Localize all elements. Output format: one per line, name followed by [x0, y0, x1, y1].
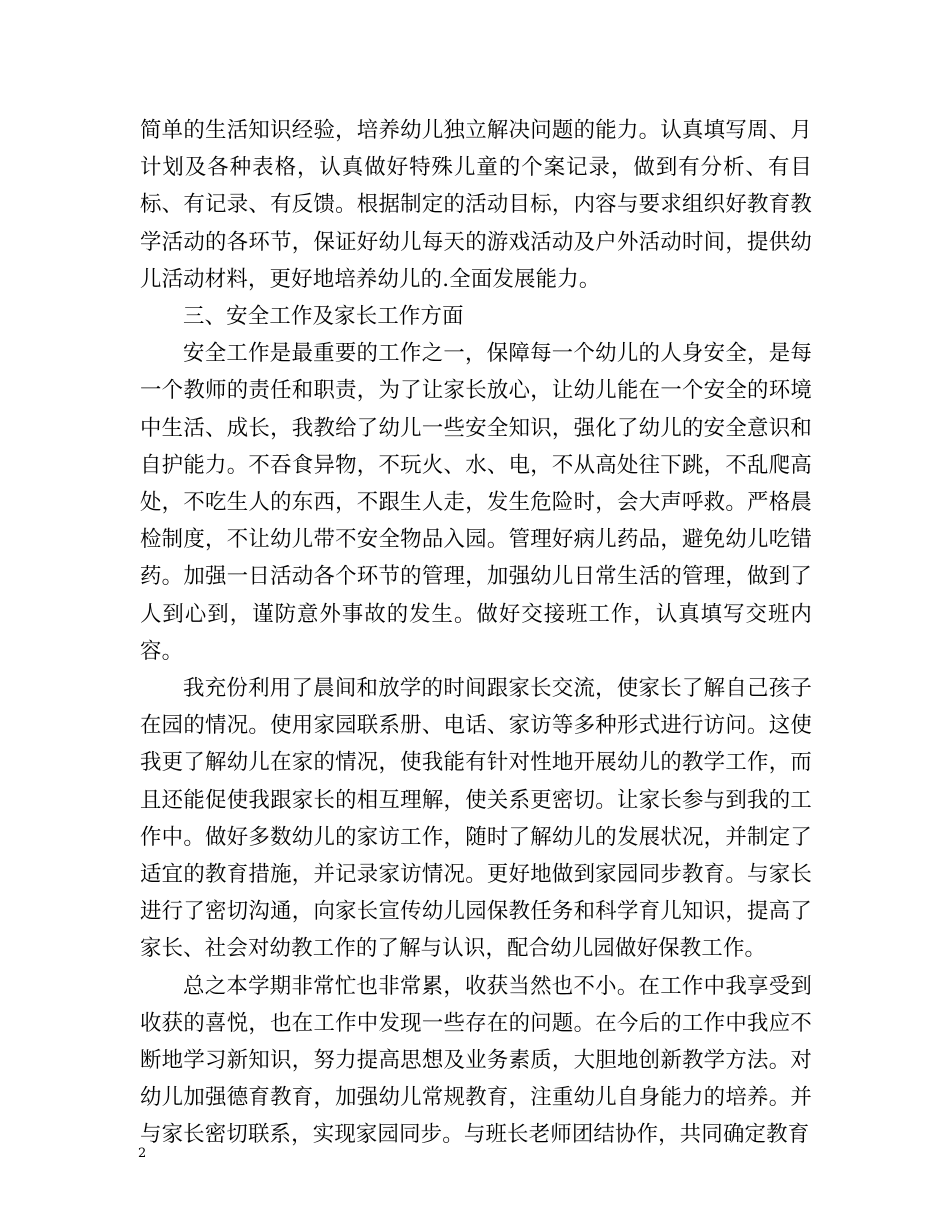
section-heading-safety-parents: 三、安全工作及家长工作方面 — [183, 304, 464, 330]
page-number: 2 — [138, 1146, 147, 1161]
paragraph-safety: 安全工作是最重要的工作之一，保障每一个幼儿的人身安全，是每一个教师的责任和职责，为了让家长放心，让幼儿能在一个安全的环境中生活、成长，我教给了幼儿一些安全知识，强化了幼儿的安全意识和自护能力。不吞食异物，不玩火、水、电，不从高处往下跳，不乱爬高处，不吃生人的东西，不跟生人走，发生危险时，会大声呼救。严格晨检制度，不让幼儿带不安全物品入园。管理好病儿药品，避免幼儿吃错药。加强一日活动各个环节的管理，加强幼儿日常生活的管理，做到了人到心到，谨防意外事故的发生。做好交接班工作，认真填写交班内容。 — [140, 341, 812, 664]
paragraph-parents: 我充份利用了晨间和放学的时间跟家长交流，使家长了解自己孩子在园的情况。使用家园联系册、电话、家访等多种形式进行访问。这使我更了解幼儿在家的情况，使我能有针对性地开展幼儿的教学工作，而且还能促使我跟家长的相互理解，使关系更密切。让家长参与到我的工作中。做好多数幼儿的家访工作，随时了解幼儿的发展状况，并制定了适宜的教育措施，并记录家访情况。更好地做到家园同步教育。与家长进行了密切沟通，向家长宣传幼儿园保教任务和科学育儿知识，提高了家长、社会对幼教工作的了解与认识，配合幼儿园做好保教工作。 — [140, 676, 812, 962]
document-body — [140, 112, 812, 1154]
paragraph-1: 简单的生活知识经验，培养幼儿独立解决问题的能力。认真填写周、月计划及各种表格，认真做好特殊儿童的个案记录，做到有分析、有目标、有记录、有反馈。根据制定的活动目标，内容与要求组织好教育教学活动的各环节，保证好幼儿每天的游戏活动及户外活动时间，提供幼儿活动材料，更好地培养幼儿的.全面发展能力。 — [140, 118, 812, 292]
paragraph-summary: 总之本学期非常忙也非常累，收获当然也不小。在工作中我享受到收获的喜悦，也在工作中发现一些存在的问题。在今后的工作中我应不断地学习新知识，努力提高思想及业务素质，大胆地创新教学方法。对幼儿加强德育教育，加强幼儿常规教育，注重幼儿自身能力的培养。并与家长密切联系，实现家园同步。与班长老师团结协作，共同确定教育 — [140, 973, 812, 1148]
